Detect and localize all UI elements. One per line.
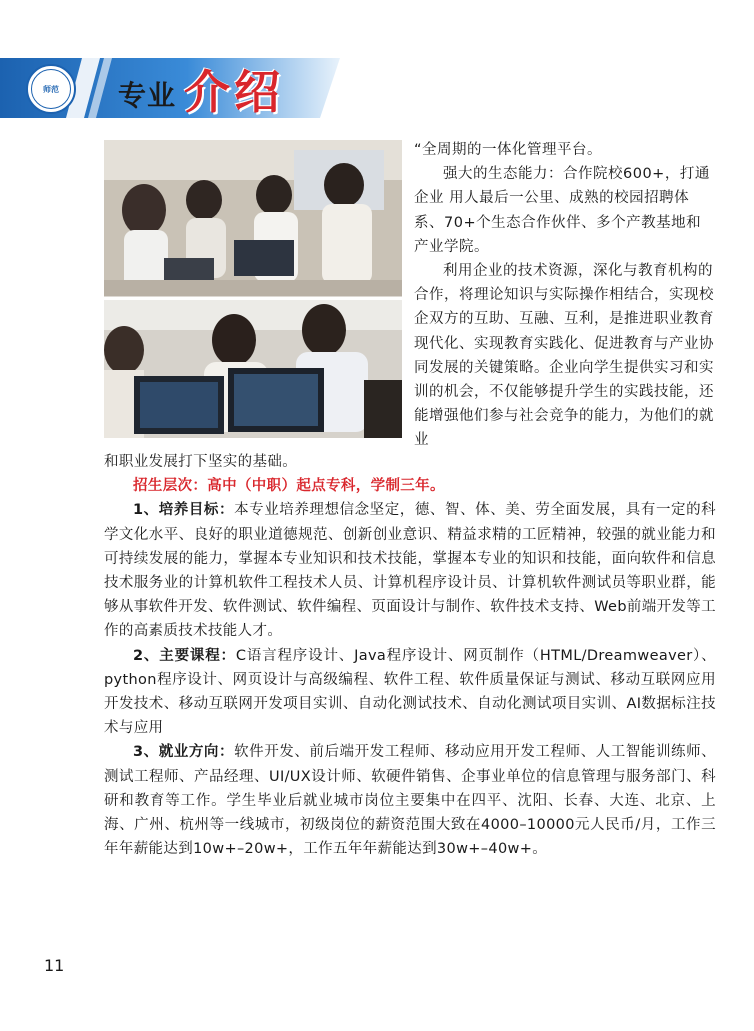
intro-paragraph: “全周期的一体化管理平台。	[414, 142, 603, 158]
section-body: C语言程序设计、Java程序设计、网页制作（HTML/Dreamweaver）、python程序设计、网页设计与高级编程、软件工程、软件质量保证与测试、移动互联网应用开发技术、移动互联网开发项目实训、自动化测试技术、自动化测试项目实训、AI数据标注技术与应用	[104, 647, 716, 737]
section-training-goals	[104, 498, 716, 643]
section-main-courses	[104, 644, 716, 741]
section-body: 软件开发、前后端开发工程师、移动应用开发工程师、人工智能训练师、测试工程师、产品经理、UI/UX设计师、软硬件销售、企事业单位的信息管理与服务部门、科研和教育等工作。学生毕业后就业城市岗位主要集中在四平、沈阳、长春、大连、北京、上海、广州、杭州等一线城市，初级岗位的薪资范围大致在4000–10000元人民币/月，工作三年年薪能达到10w+–20w+，工作五年年薪能达到30w+–40w+。	[104, 744, 716, 858]
main-body	[104, 450, 716, 861]
section-career-direction	[104, 740, 716, 861]
page-title-part2: 介绍	[184, 65, 284, 119]
continuation-text: 和职业发展打下坚实的基础。	[104, 454, 298, 470]
intro-column	[414, 138, 714, 453]
classroom-photo	[104, 140, 402, 438]
intro-paragraph: 利用企业的技术资源，深化与教育机构的合作，将理论知识与实际操作相结合，实现校企双方的互助、互融、互利，是推进职业教育现代化、实现教育实践化、促进教育与产业协同发展的关键策略。企业向学生提供实习和实训的机会，不仅能够提升学生的实践技能，还能增强他们参与社会竞争的能力，为他们的就业	[414, 263, 714, 449]
enrollment-level: 招生层次：高中（中职）起点专科，学制三年。	[133, 478, 445, 495]
section-heading: 1、培养目标：	[133, 502, 235, 519]
school-logo	[26, 64, 76, 114]
section-body: 本专业培养理想信念坚定，德、智、体、美、劳全面发展，具有一定的科学文化水平、良好的职业道德规范、创新创业意识、精益求精的工匠精神，较强的就业能力和可持续发展的能力，掌握本专业知识和技术技能，掌握本专业的知识和技能，面向软件和信息技术服务业的计算机软件工程技术人员、计算机程序设计员、计算机软件测试员等职业群，能够从事软件开发、软件测试、软件编程、页面设计与制作、软件技术支持、Web前端开发等工作的高素质技术技能人才。	[104, 502, 716, 640]
page-title-part1: 专业	[118, 79, 177, 112]
section-heading: 3、就业方向：	[133, 744, 235, 761]
section-heading: 2、主要课程：	[133, 647, 236, 664]
logo-text: 师范	[31, 69, 71, 109]
intro-paragraph: 强大的生态能力：合作院校600+，打通企业 用人最后一公里、成熟的校园招聘体系、70+个生态合作伙伴、多个产教基地和产业学院。	[414, 166, 710, 255]
page-number: 11	[44, 956, 65, 975]
